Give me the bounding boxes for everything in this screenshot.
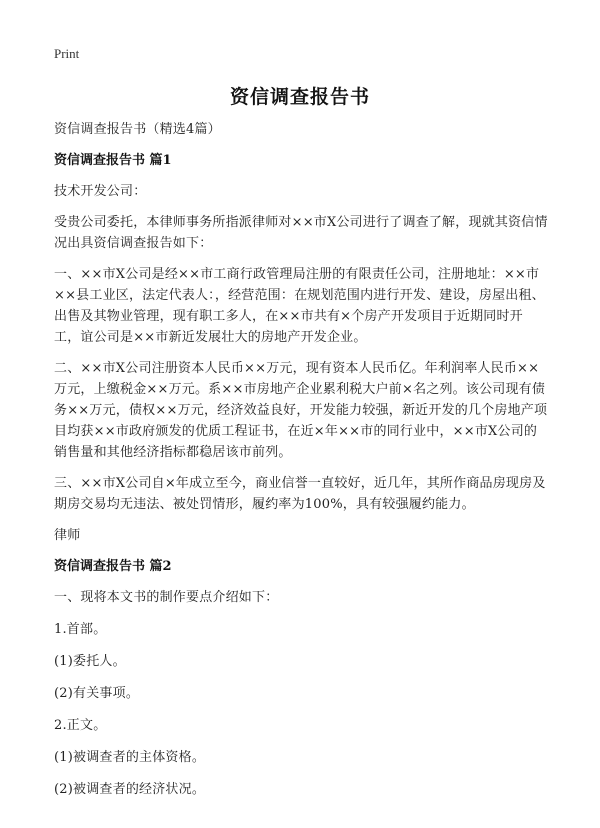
list-item: 1.首部。 (54, 622, 107, 637)
paragraph-item-3: 三、××市X公司自×年成立至今，商业信誉一直较好，近几年，其所作商品房现房及期房交易均无违法、被处罚情形，履约率为100%，具有较强履约能力。 (54, 476, 546, 512)
list-item: (1)委托人。 (54, 654, 126, 669)
section-heading-2: 资信调查报告书 篇2 (54, 559, 172, 574)
list-item: (2)被调查者的经济状况。 (54, 782, 206, 797)
salutation: 技术开发公司： (54, 184, 147, 199)
list-item: (1)被调查者的主体资格。 (54, 750, 206, 765)
list-item: (2)有关事项。 (54, 686, 140, 701)
section-heading-1: 资信调查报告书 篇1 (54, 153, 172, 168)
list-item: 2.正文。 (54, 718, 107, 733)
paragraph-intro: 受贵公司委托，本律师事务所指派律师对××市X公司进行了调查了解，现就其资信情况出具资信调查报告如下： (54, 215, 548, 251)
paragraph-item-2: 二、××市X公司注册资本人民币××万元，现有资本人民币亿。年利润率人民币××万元，上缴税金××万元。系××市房地产企业累利税大户前×名之列。该公司现有债务××万元，债权××万元，经济效益良好，开发能力较强，新近开发的几个房地产项目均获××市政府颁发的优质工程证书，在近×年××市的同行业中，××市X公司的销售量和其他经济指标都稳居该市前列。 (54, 361, 548, 460)
page-title: 资信调查报告书 (229, 86, 370, 108)
document-subtitle: 资信调查报告书（精选4篇） (54, 122, 221, 137)
list-item: 一、现将本文书的制作要点介绍如下： (54, 590, 279, 605)
print-label: Print (54, 46, 80, 61)
signature: 律师 (54, 528, 81, 543)
paragraph-item-1: 一、××市X公司是经××市工商行政管理局注册的有限责任公司，注册地址：××市××县工业区，法定代表人：，经营范围：在规划范围内进行开发、建设，房屋出租、出售及其物业管理，现有职工多人，在××市共有×个房产开发项目于近期同时开工，谊公司是××市新近发展壮大的房地产开发企业。 (54, 267, 545, 345)
document-body (54, 119, 548, 811)
